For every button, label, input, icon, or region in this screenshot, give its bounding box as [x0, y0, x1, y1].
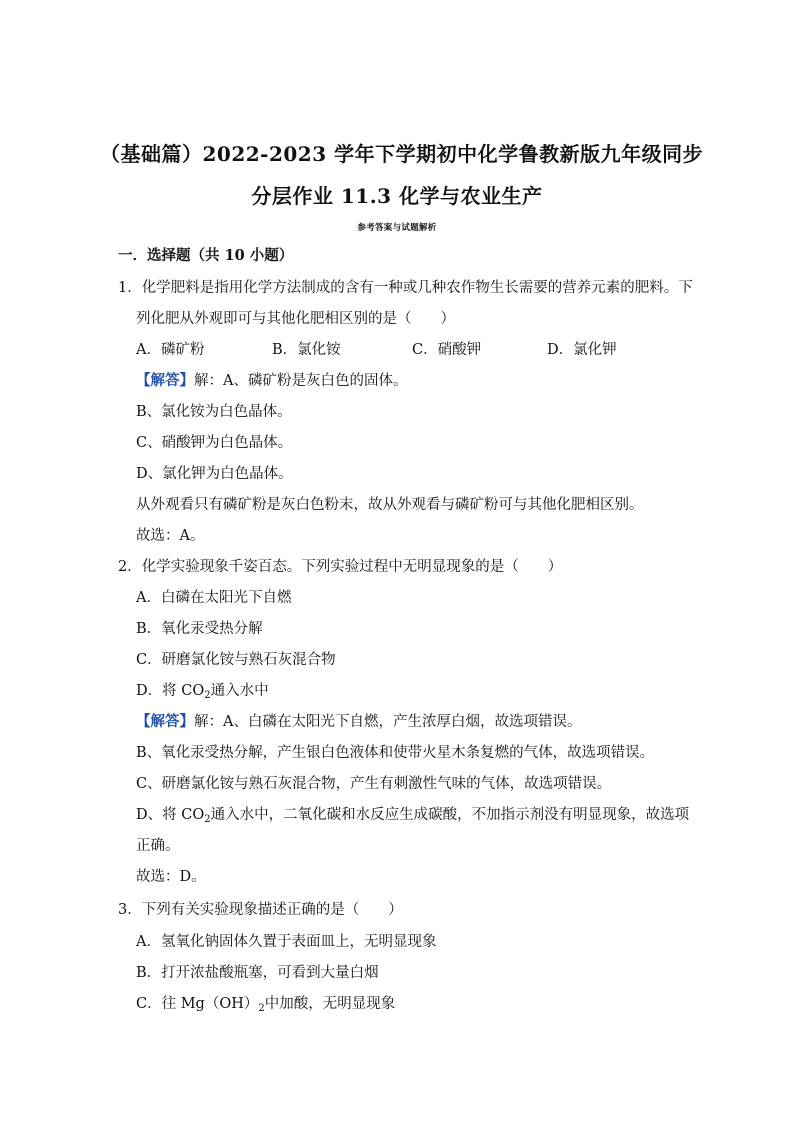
q2-option-c: C．研磨氯化铵与熟石灰混合物 [136, 652, 336, 668]
q2-option-d [136, 681, 269, 706]
q1-stem-line-1: 1．化学肥料是指用化学方法制成的含有一种或几种农作物生长需要的营养元素的肥料。下 [118, 280, 693, 296]
q2-option-d-post: 通入水中 [210, 683, 269, 699]
q1-stem-line-2: 列化肥从外观即可与其他化肥相区别的是（ ） [136, 311, 455, 327]
q2-answer-line-2: B、氧化汞受热分解，产生银白色液体和使带火星木条复燃的气体，故选项错误。 [136, 745, 655, 761]
q1-answer-line-2: B、氯化铵为白色晶体。 [136, 404, 292, 420]
section-heading: 一．选择题（共 10 小题） [118, 247, 294, 264]
q1-answer-line-4: D、氯化钾为白色晶体。 [136, 466, 293, 482]
q1-option-c: C．硝酸钾 [412, 342, 482, 358]
q2-option-a: A．白磷在太阳光下自燃 [136, 590, 292, 606]
q3-option-c-pre: C．往 Mg（OH） [136, 996, 259, 1012]
q2-stem: 2．化学实验现象千姿百态。下列实验过程中无明显现象的是（ ） [118, 559, 563, 575]
q3-option-c-sub: 2 [258, 1003, 265, 1014]
q1-answer-line-3: C、硝酸钾为白色晶体。 [136, 435, 293, 451]
title-line-1: （基础篇）2022-2023 学年下学期初中化学鲁教新版九年级同步 [100, 142, 704, 166]
q2-choice: 故选：D。 [136, 869, 206, 885]
q2-answer-line-4-sub: 2 [204, 814, 211, 825]
q2-answer-line-4 [136, 805, 689, 830]
q1-option-d: D．氯化钾 [547, 342, 617, 358]
q2-answer-tag: 【解答】 [136, 713, 194, 730]
q2-option-b: B．氧化汞受热分解 [136, 621, 263, 637]
q2-option-d-pre: D．将 CO [136, 683, 205, 699]
q1-choice: 故选：A。 [136, 528, 205, 544]
q2-answer-line-4-post: 通入水中，二氧化碳和水反应生成碳酸，不加指示剂没有明显现象，故选项 [210, 807, 690, 823]
q1-option-b: B．氯化铵 [272, 342, 341, 358]
q2-answer-text-1: 解：A、白磷在太阳光下自燃，产生浓厚白烟，故选项错误。 [194, 714, 582, 730]
q3-option-a: A．氢氧化钠固体久置于表面皿上，无明显现象 [136, 934, 437, 950]
q2-answer-line-5: 正确。 [136, 838, 180, 854]
q1-answer-line-5: 从外观看只有磷矿粉是灰白色粉末，故从外观看与磷矿粉可与其他化肥相区别。 [136, 497, 644, 513]
title-line-2: 分层作业 11.3 化学与农业生产 [251, 184, 543, 208]
q3-stem: 3．下列有关实验现象描述正确的是（ ） [118, 902, 403, 918]
q3-option-b: B．打开浓盐酸瓶塞，可看到大量白烟 [136, 965, 379, 981]
subtitle: 参考答案与试题解析 [357, 223, 437, 233]
q1-option-a: A．磷矿粉 [136, 342, 205, 358]
q3-option-c-post: 中加酸，无明显现象 [264, 996, 396, 1012]
q2-option-d-sub: 2 [204, 690, 211, 701]
q1-answer-line-1 [136, 371, 407, 391]
q3-option-c [136, 994, 395, 1019]
q2-answer-line-4-pre: D、将 CO [136, 807, 205, 823]
q1-answer-tag: 【解答】 [136, 372, 194, 389]
q2-answer-line-3: C、研磨氯化铵与熟石灰混合物，产生有刺激性气味的气体，故选项错误。 [136, 776, 612, 792]
q2-answer-line-1 [136, 712, 581, 732]
q1-answer-text-1: 解：A、磷矿粉是灰白色的固体。 [194, 373, 408, 389]
